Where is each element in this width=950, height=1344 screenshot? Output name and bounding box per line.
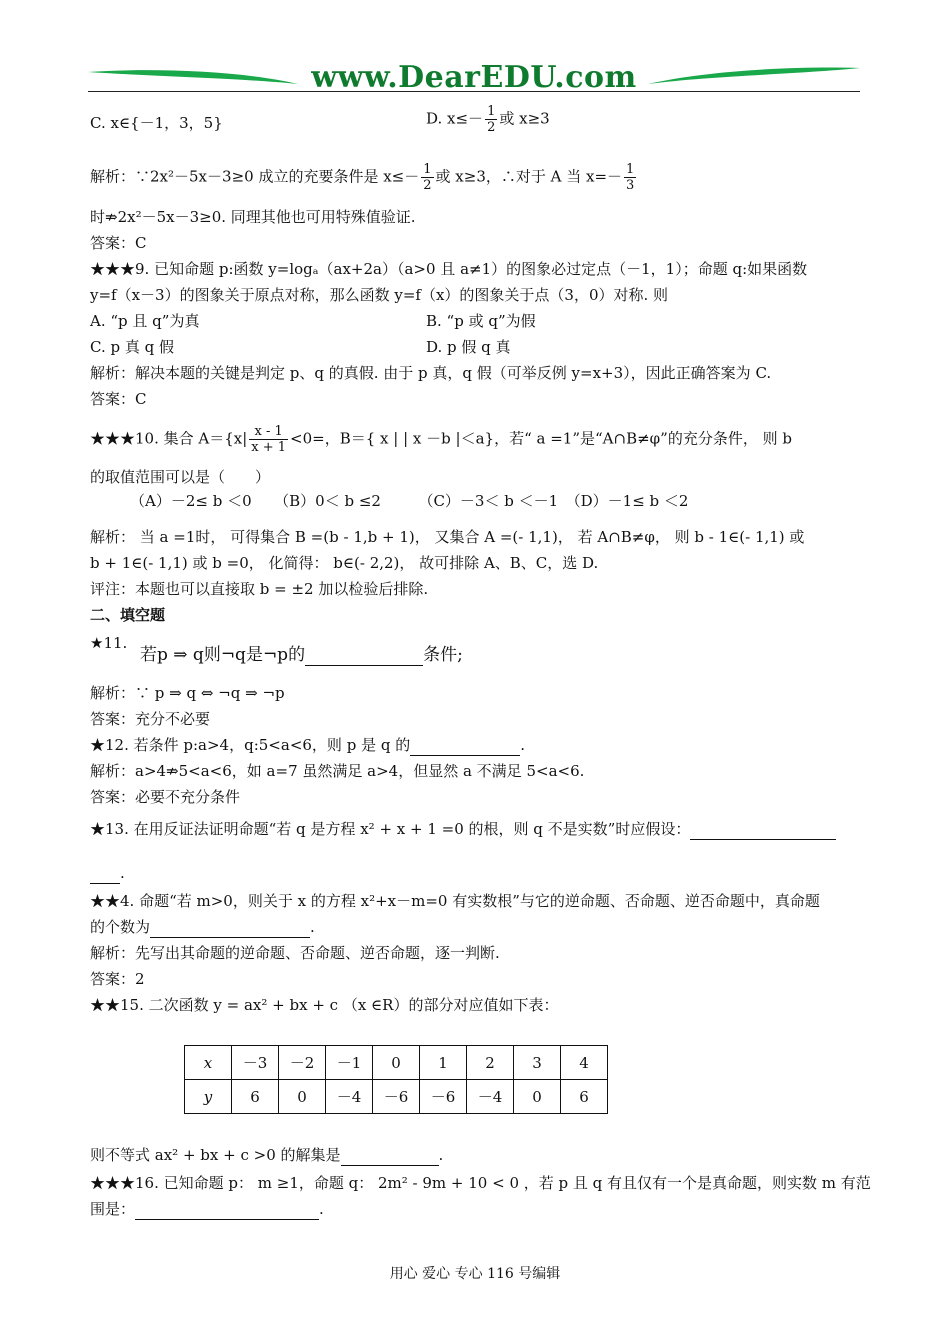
q9-answer: 答案：C: [90, 390, 147, 408]
table-row-y: [185, 1080, 608, 1114]
table-cell: 0: [373, 1046, 420, 1080]
table-cell: 6: [232, 1080, 279, 1114]
q10-stem-line1: ★★★10. 集合 A＝{x| $\frac{x - 1}{x + 1}$ <0=，B＝{ x | | x －b |＜a}，若“ a =1”是“A∩B≠φ”的充分条件， 则 b: [90, 424, 792, 455]
value-table: [184, 1045, 608, 1114]
q14-stem-line1: ★★4. 命题“若 m>0，则关于 x 的方程 x²+x－m=0 有实数根”与它的逆命题、否命题、逆否命题中，真命题: [90, 892, 820, 910]
table-cell: －4: [467, 1080, 514, 1114]
q10-stem-line2: 的取值范围可以是（ ）: [90, 468, 271, 486]
q16-stem-line1: ★★★16. 已知命题 p： m ≥1，命题 q： 2m² - 9m + 10 < 0 ，若 p 且 q 有且仅有一个是真命题，则实数 m 有范: [90, 1174, 871, 1192]
q14-analysis: 解析：先写出其命题的逆命题、否命题、逆否命题，逐一判断.: [90, 944, 500, 962]
table-cell: 0: [514, 1080, 561, 1114]
table-cell: －2: [279, 1046, 326, 1080]
table-cell: 2: [467, 1046, 514, 1080]
table-cell: 3: [514, 1046, 561, 1080]
q15-question: 则不等式 ax² + bx + c >0 的解集是 .: [90, 1146, 444, 1164]
q10-analysis-line1: 解析： 当 a =1时， 可得集合 B =(b - 1,b + 1)， 又集合 A =(- 1,1)， 若 A∩B≠φ， 则 b - 1∈(- 1,1) 或: [90, 528, 805, 546]
q13-stem: ★13. 在用反证法证明命题“若 q 是方程 x² + x + 1 =0 的根，则 q 不是实数”时应假设：: [90, 818, 836, 840]
q8-analysis-line1: 解析：∵2x²－5x－3≥0 成立的充要条件是 x≤－ $\frac{1}{2}$ 或 x≥3，∴对于 A 当 x=－ $\frac{1}{3}$: [90, 162, 635, 193]
table-cell: －4: [326, 1080, 373, 1114]
q12-stem: ★12. 若条件 p:a>4，q:5<a<6，则 p 是 q 的 .: [90, 736, 525, 754]
q10-comment: 评注：本题也可以直接取 b = ±2 加以检验后排除.: [90, 580, 429, 598]
table-header-y: y: [185, 1080, 232, 1114]
table-cell: 0: [279, 1080, 326, 1114]
q9-stem-line1: ★★★9. 已知命题 p:函数 y=logₐ（ax+2a）（a>0 且 a≠1）的图象必过定点（－1，1）；命题 q:如果函数: [90, 260, 808, 278]
section-title: 二、填空题: [90, 606, 166, 624]
q8-analysis-line2: 时⇏2x²－5x－3≥0. 同理其他也可用特殊值验证.: [90, 208, 416, 226]
q16-stem-line2: 围是： .: [90, 1200, 324, 1218]
table-cell: －6: [373, 1080, 420, 1114]
q13-stem-end: .: [90, 862, 125, 884]
q9-option-a: A. “p 且 q”为真: [90, 312, 200, 330]
table-cell: －6: [420, 1080, 467, 1114]
q14-stem-line2: 的个数为 .: [90, 918, 315, 936]
q14-answer: 答案：2: [90, 970, 145, 988]
table-cell: 6: [561, 1080, 608, 1114]
table-row-x: [185, 1046, 608, 1080]
q12-analysis: 解析：a>4⇏5<a<6，如 a=7 虽然满足 a>4，但显然 a 不满足 5<a<6.: [90, 762, 585, 780]
q11-stem: 若p ⇒ q则¬q是¬p的 条件;: [140, 645, 463, 665]
table-cell: －1: [326, 1046, 373, 1080]
option-d-prev: D. x≤－ $\frac{1}{2}$ 或 x≥3: [426, 104, 550, 135]
q11-answer: 答案：充分不必要: [90, 710, 211, 728]
page-header: [88, 58, 860, 98]
site-logo[interactable]: www.DearEDU.com: [311, 60, 637, 95]
q11-analysis: 解析：∵ p ⇒ q ⇔ ¬q ⇒ ¬p: [90, 684, 285, 702]
q9-option-d: D. p 假 q 真: [426, 338, 511, 356]
page-footer: 用心 爱心 专心 116 号编辑: [389, 1266, 561, 1282]
q9-option-b: B. “p 或 q”为假: [426, 312, 536, 330]
q9-analysis: 解析：解决本题的关键是判定 p、q 的真假. 由于 p 真，q 假（可举反例 y=x+3），因此正确答案为 C.: [90, 364, 772, 382]
q8-answer: 答案：C: [90, 234, 147, 252]
q9-option-c: C. p 真 q 假: [90, 338, 174, 356]
table-cell: 4: [561, 1046, 608, 1080]
q15-stem: ★★15. 二次函数 y = ax² + bx + c （x ∈R）的部分对应值如下表：: [90, 996, 559, 1014]
q10-analysis-line2: b + 1∈(- 1,1) 或 b =0， 化简得： b∈(- 2,2)， 故可排除 A、B、C，选 D.: [90, 554, 599, 572]
table-header-x: x: [185, 1046, 232, 1080]
q11-number: ★11.: [90, 634, 128, 652]
option-c-prev: C. x∈{－1，3，5}: [90, 114, 223, 132]
table-cell: 1: [420, 1046, 467, 1080]
q10-options: （A）－2≤ b ＜0 （B）0＜ b ≤2 （C）－3＜ b ＜－1 （D）－1≤ b ＜2: [130, 492, 689, 510]
q9-stem-line2: y=f（x－3）的图象关于原点对称，那么函数 y=f（x）的图象关于点（3，0）对称. 则: [90, 286, 669, 304]
header-rule: [88, 91, 860, 92]
q12-answer: 答案：必要不充分条件: [90, 788, 241, 806]
table-cell: －3: [232, 1046, 279, 1080]
